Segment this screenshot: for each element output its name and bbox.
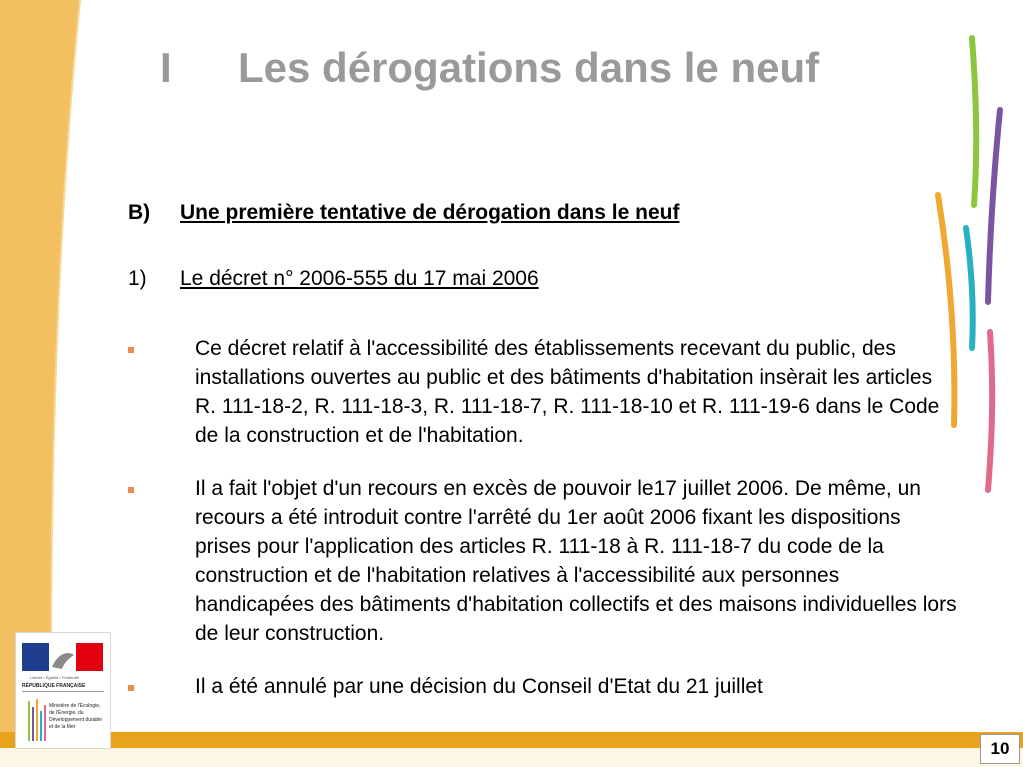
bullet-item bbox=[128, 474, 958, 648]
slide-content bbox=[128, 200, 958, 725]
slide-title bbox=[160, 44, 819, 92]
bullet-item bbox=[128, 334, 958, 450]
section-heading-text: Une première tentative de dérogation dans le neuf bbox=[180, 201, 680, 224]
logo-motto: Liberté • Égalité • Fraternité bbox=[30, 675, 79, 680]
logo-republic-text: RÉPUBLIQUE FRANÇAISE bbox=[22, 683, 86, 689]
bullet-icon bbox=[128, 685, 134, 691]
subsection-marker: 1) bbox=[128, 267, 147, 290]
footer-band bbox=[0, 748, 1023, 767]
subsection-heading bbox=[128, 266, 958, 292]
section-heading bbox=[128, 200, 958, 226]
logo-ministry-text: Ministère de l'Écologie, de l'Énergie, du Développement durable et de la Mer bbox=[49, 703, 103, 730]
subsection-heading-text: Le décret n° 2006-555 du 17 mai 2006 bbox=[180, 267, 539, 290]
bullet-icon bbox=[128, 487, 134, 493]
bullet-text: Il a fait l'objet d'un recours en excès de pouvoir le17 juillet 2006. De même, un recours a été introduit contre l'arrêté du 1er août 2006 fixant les dispositions prises pour l'application des articles R. 111-18 à R. 111-18-7 du code de la construction et de l'habitation relatives à l'accessibilité aux personnes handicapées des bâtiments d'habitation collectifs et des maisons individuelles lors de leur construction. bbox=[195, 477, 957, 645]
title-text: Les dérogations dans le neuf bbox=[238, 44, 820, 91]
footer-bar bbox=[0, 732, 1023, 748]
bullet-item bbox=[128, 672, 958, 701]
ministry-logo bbox=[15, 632, 111, 749]
page-number: 10 bbox=[980, 734, 1020, 764]
bullet-icon bbox=[128, 347, 134, 353]
bullet-text: Il a été annulé par une décision du Conseil d'Etat du 21 juillet bbox=[195, 675, 763, 698]
bullet-text: Ce décret relatif à l'accessibilité des établissements recevant du public, des installations ouvertes au public et des bâtiments d'habitation insèrait les articles R. 111-18-2, R. 111-18-3, R. 111-18-7, R. 111-18-10 et R. 111-19-6 dans le Code de la construction et de l'habitation. bbox=[195, 337, 940, 447]
title-number: I bbox=[160, 44, 172, 91]
section-marker: B) bbox=[128, 201, 151, 224]
